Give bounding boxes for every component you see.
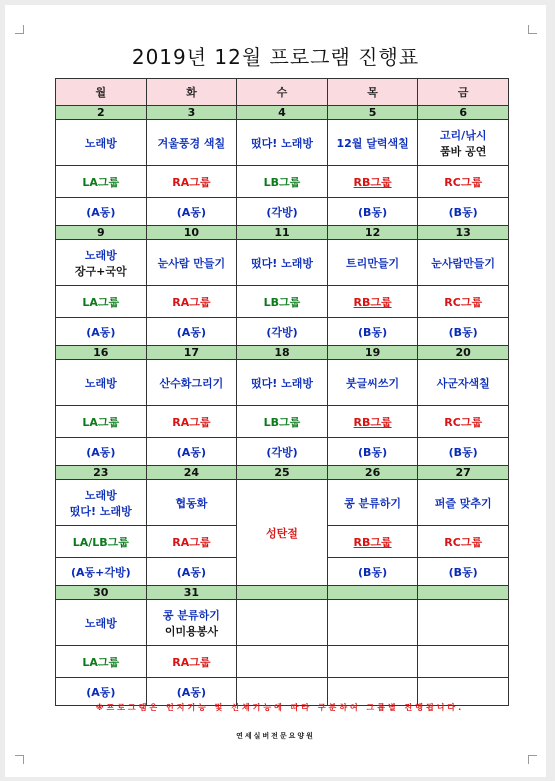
location-row: [56, 318, 509, 346]
date-cell: 20: [418, 346, 509, 360]
activity-row: [56, 120, 509, 166]
location-row: [56, 198, 509, 226]
group-cell: LA그룹: [56, 646, 147, 678]
crop-mark-top-left: [15, 25, 24, 34]
date-cell: [327, 586, 418, 600]
group-cell: RB그룹: [327, 286, 418, 318]
date-cell: 6: [418, 106, 509, 120]
location-cell: (A동): [146, 558, 237, 586]
document-page: [5, 5, 546, 777]
location-cell: (각방): [237, 438, 328, 466]
location-cell: (B동): [418, 318, 509, 346]
date-cell: [237, 586, 328, 600]
location-cell: (B동): [418, 198, 509, 226]
group-cell: RC그룹: [418, 286, 509, 318]
weekday-header-row: [56, 79, 509, 106]
page-title: 2019년 12월 프로그램 진행표: [131, 45, 420, 69]
location-cell: (각방): [237, 198, 328, 226]
date-row: [56, 466, 509, 480]
location-cell: (B동): [327, 558, 418, 586]
activity-cell: [327, 120, 418, 166]
group-cell: [237, 646, 328, 678]
activity-row: [56, 360, 509, 406]
location-cell: (A동): [56, 198, 147, 226]
crop-mark-bottom-left: [15, 755, 24, 764]
date-cell: [418, 586, 509, 600]
date-row: [56, 106, 509, 120]
group-cell: RB그룹: [327, 526, 418, 558]
location-cell: (A동): [146, 318, 237, 346]
activity-row: [56, 600, 509, 646]
weekday-header: 화: [146, 79, 237, 106]
activity-text: 퍼즐 맞추기: [434, 496, 492, 510]
activity-cell: [418, 240, 509, 286]
activity-text: 12월 달력색칠: [336, 136, 409, 150]
group-row: [56, 166, 509, 198]
location-cell: (A동): [146, 198, 237, 226]
date-cell: 26: [327, 466, 418, 480]
activity-cell: [56, 360, 147, 406]
group-cell: RA그룹: [146, 166, 237, 198]
location-cell: (B동): [418, 438, 509, 466]
activity-cell: [146, 240, 237, 286]
location-cell: (A동): [146, 438, 237, 466]
activity-text: 고리/낚시: [439, 128, 487, 142]
date-cell: 23: [56, 466, 147, 480]
activity-cell: [327, 600, 418, 646]
group-cell: LA그룹: [56, 166, 147, 198]
date-cell: 4: [237, 106, 328, 120]
date-cell: 9: [56, 226, 147, 240]
location-cell: (A동): [56, 678, 147, 706]
activity-text: 콩 분류하기: [162, 608, 220, 622]
date-cell: 24: [146, 466, 237, 480]
date-cell: 17: [146, 346, 237, 360]
activity-cell: [56, 480, 147, 526]
activity-cell: [327, 360, 418, 406]
activity-cell: [327, 240, 418, 286]
date-cell: 13: [418, 226, 509, 240]
activity-text: 노래방: [84, 136, 117, 150]
group-cell: LA그룹: [56, 406, 147, 438]
date-cell: 5: [327, 106, 418, 120]
activity-text: 협동화: [175, 496, 208, 510]
activity-text: 눈사람 만들기: [157, 256, 226, 270]
date-cell: 18: [237, 346, 328, 360]
holiday-cell: [237, 480, 328, 586]
group-cell: LA그룹: [56, 286, 147, 318]
activity-cell: [237, 120, 328, 166]
location-row: [56, 438, 509, 466]
date-cell: 10: [146, 226, 237, 240]
group-row: [56, 646, 509, 678]
activity-text: 이미용봉사: [164, 624, 218, 638]
program-note: ※프로그램은 인지기능 및 신체기능에 따라 구분하여 그룹별 진행됩니다.: [95, 703, 465, 712]
crop-mark-top-right: [528, 25, 537, 34]
group-cell: [327, 646, 418, 678]
group-cell: [418, 646, 509, 678]
activity-cell: [56, 120, 147, 166]
weekday-header: 목: [327, 79, 418, 106]
activity-cell: [418, 360, 509, 406]
date-cell: 30: [56, 586, 147, 600]
date-cell: 12: [327, 226, 418, 240]
date-cell: 25: [237, 466, 328, 480]
weekday-header: 월: [56, 79, 147, 106]
group-cell: RB그룹: [327, 406, 418, 438]
activity-text: 노래방: [84, 376, 117, 390]
activity-cell: [237, 360, 328, 406]
location-cell: (B동): [327, 198, 418, 226]
activity-cell: [146, 360, 237, 406]
weekday-header: 수: [237, 79, 328, 106]
activity-text: 겨울풍경 색칠: [157, 136, 226, 150]
location-cell: (B동): [418, 558, 509, 586]
group-cell: RC그룹: [418, 406, 509, 438]
activity-text: 노래방: [84, 248, 117, 262]
activity-text: 떴다! 노래방: [250, 136, 313, 150]
group-cell: LA/LB그룹: [56, 526, 147, 558]
group-cell: RC그룹: [418, 526, 509, 558]
activity-text: 노래방: [84, 488, 117, 502]
activity-row: [56, 240, 509, 286]
group-cell: LB그룹: [237, 166, 328, 198]
date-cell: 19: [327, 346, 418, 360]
activity-text: 사군자색칠: [436, 376, 490, 390]
location-cell: (B동): [327, 318, 418, 346]
location-cell: (각방): [237, 318, 328, 346]
crop-mark-bottom-right: [528, 755, 537, 764]
activity-text: 붓글씨쓰기: [346, 376, 400, 390]
date-cell: 2: [56, 106, 147, 120]
activity-text: 노래방: [84, 616, 117, 630]
date-row: [56, 226, 509, 240]
facility-name: 연세실버전문요양원: [236, 732, 315, 740]
activity-text: 떴다! 노래방: [250, 376, 313, 390]
group-cell: RA그룹: [146, 286, 237, 318]
date-row: [56, 346, 509, 360]
activity-text: 트리만들기: [346, 256, 400, 270]
date-cell: 27: [418, 466, 509, 480]
activity-text: 떴다! 노래방: [250, 256, 313, 270]
group-cell: LB그룹: [237, 286, 328, 318]
activity-text: 품바 공연: [440, 144, 487, 158]
activity-cell: [56, 600, 147, 646]
schedule-table: [55, 78, 509, 706]
location-cell: (A동): [56, 318, 147, 346]
activity-cell: [327, 480, 418, 526]
group-row: [56, 406, 509, 438]
activity-text: 떴다! 노래방: [69, 504, 132, 518]
activity-text: 성탄절: [266, 526, 298, 540]
location-cell: (A동+각방): [56, 558, 147, 586]
group-cell: RB그룹: [327, 166, 418, 198]
activity-row: [56, 480, 509, 526]
date-row: [56, 586, 509, 600]
activity-cell: [418, 480, 509, 526]
activity-text: 눈사람만들기: [431, 256, 496, 270]
date-cell: 31: [146, 586, 237, 600]
location-cell: (A동): [56, 438, 147, 466]
activity-cell: [418, 120, 509, 166]
group-row: [56, 286, 509, 318]
weekday-header: 금: [418, 79, 509, 106]
activity-text: 장구+국악: [74, 264, 127, 278]
group-cell: RA그룹: [146, 646, 237, 678]
location-cell: (B동): [327, 438, 418, 466]
location-cell: (A동): [146, 678, 237, 706]
group-cell: RC그룹: [418, 166, 509, 198]
activity-text: 콩 분류하기: [344, 496, 402, 510]
activity-cell: [56, 240, 147, 286]
date-cell: 16: [56, 346, 147, 360]
date-cell: 11: [237, 226, 328, 240]
group-cell: LB그룹: [237, 406, 328, 438]
activity-cell: [418, 600, 509, 646]
group-cell: RA그룹: [146, 526, 237, 558]
group-cell: RA그룹: [146, 406, 237, 438]
date-cell: 3: [146, 106, 237, 120]
activity-cell: [146, 120, 237, 166]
activity-cell: [237, 600, 328, 646]
activity-cell: [146, 480, 237, 526]
activity-cell: [237, 240, 328, 286]
activity-cell: [146, 600, 237, 646]
activity-text: 산수화그리기: [159, 376, 224, 390]
